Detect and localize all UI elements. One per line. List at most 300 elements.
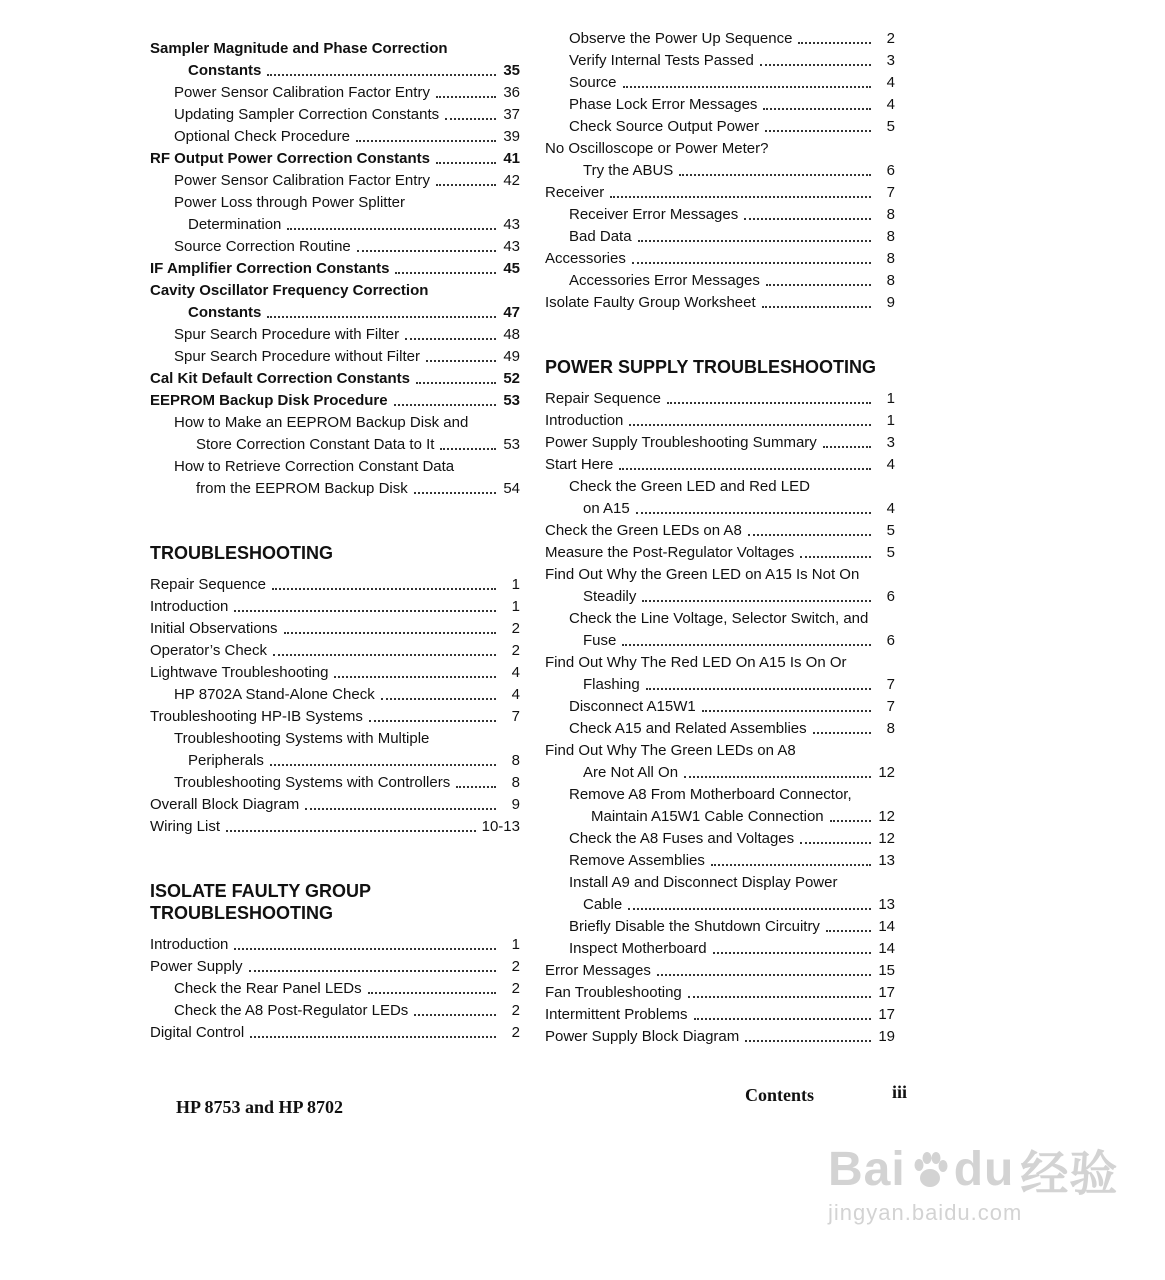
toc-entry-title: Wiring List — [150, 818, 221, 835]
toc-entry-page: 1 — [886, 390, 895, 407]
toc-entry[interactable] — [545, 718, 895, 740]
section-spacer — [545, 314, 895, 356]
dot-leader — [381, 698, 496, 700]
dot-leader — [234, 610, 496, 612]
toc-entry[interactable] — [545, 938, 895, 960]
toc-entry-title: IF Amplifier Correction Constants — [150, 260, 390, 277]
toc-entry-page: 2 — [511, 958, 520, 975]
toc-entry[interactable] — [150, 258, 520, 280]
toc-entry[interactable] — [545, 28, 895, 50]
toc-entry-page: 2 — [511, 642, 520, 659]
toc-entry-title: Observe the Power Up Sequence — [569, 30, 793, 47]
toc-entry[interactable] — [545, 828, 895, 850]
toc-entry-title: Troubleshooting Systems with Controllers — [174, 774, 451, 791]
toc-entry[interactable] — [150, 684, 520, 706]
dot-leader — [800, 556, 871, 558]
footer-product: HP 8753 and HP 8702 — [176, 1097, 344, 1117]
dot-leader — [800, 842, 871, 844]
toc-entry[interactable] — [545, 850, 895, 872]
toc-entry-title: Check Source Output Power — [569, 118, 760, 135]
toc-entry-title: Determination — [188, 216, 282, 233]
toc-entry[interactable] — [150, 104, 520, 126]
toc-entry-page: 4 — [886, 96, 895, 113]
toc-entry-page: 4 — [511, 686, 520, 703]
toc-entry-title: Initial Observations — [150, 620, 278, 637]
toc-entry-title: Check A15 and Related Assemblies — [569, 720, 807, 737]
toc-entry[interactable] — [150, 324, 520, 346]
toc-entry[interactable] — [150, 934, 520, 956]
title-spacer — [150, 564, 520, 574]
toc-entry-page: 10-13 — [481, 818, 520, 835]
toc-entry-title: RF Output Power Correction Constants — [150, 150, 431, 167]
toc-entry[interactable] — [545, 586, 895, 608]
toc-entry[interactable] — [150, 126, 520, 148]
toc-entry[interactable] — [545, 498, 895, 520]
dot-leader — [830, 820, 871, 822]
toc-entry[interactable] — [150, 1022, 520, 1044]
toc-entry[interactable] — [545, 960, 895, 982]
toc-entry[interactable] — [150, 618, 520, 640]
toc-entry-page: 2 — [511, 1002, 520, 1019]
toc-entry-title: Spur Search Procedure without Filter — [174, 348, 420, 365]
toc-entry[interactable] — [545, 94, 895, 116]
dot-leader — [711, 864, 871, 866]
toc-entry-title: Flashing — [583, 676, 640, 693]
toc-entry-title: Intermittent Problems — [545, 1006, 688, 1023]
toc-entry-page: 49 — [503, 348, 520, 365]
toc-entry-title: Peripherals — [188, 752, 264, 769]
dot-leader — [760, 64, 871, 66]
toc-entry-title: No Oscilloscope or Power Meter? — [545, 140, 769, 157]
footer-page-number: iii — [892, 1082, 908, 1102]
dot-leader — [629, 424, 871, 426]
paw-print-icon — [908, 1148, 952, 1192]
toc-entry[interactable] — [545, 50, 895, 72]
toc-entry[interactable] — [545, 1026, 895, 1048]
toc-entry[interactable] — [545, 226, 895, 248]
toc-entry-page: 9 — [886, 294, 895, 311]
toc-entry-title: Repair Sequence — [545, 390, 661, 407]
toc-entry-title: Optional Check Procedure — [174, 128, 350, 145]
section-heading: TROUBLESHOOTING — [150, 543, 333, 563]
toc-entry[interactable] — [545, 542, 895, 564]
toc-entry[interactable] — [150, 346, 520, 368]
toc-entry[interactable] — [545, 696, 895, 718]
dot-leader — [823, 446, 871, 448]
toc-entry[interactable] — [545, 520, 895, 542]
toc-entry[interactable] — [545, 116, 895, 138]
toc-entry-title: Cavity Oscillator Frequency Correction — [150, 282, 429, 299]
section-heading: TROUBLESHOOTING — [150, 903, 333, 923]
toc-entry-page: 1 — [886, 412, 895, 429]
toc-entry[interactable] — [545, 652, 895, 674]
toc-entry-title: Error Messages — [545, 962, 651, 979]
toc-entry[interactable] — [150, 978, 520, 1000]
toc-entry-page: 3 — [886, 434, 895, 451]
toc-entry-title: Are Not All On — [583, 764, 679, 781]
dot-leader — [395, 272, 496, 274]
toc-entry-title: Fuse — [583, 632, 617, 649]
toc-entry[interactable] — [545, 270, 895, 292]
toc-entry-page: 43 — [503, 216, 520, 233]
toc-entry-title: Updating Sampler Correction Constants — [174, 106, 440, 123]
dot-leader — [426, 360, 496, 362]
toc-entry-title: Receiver Error Messages — [569, 206, 739, 223]
toc-entry-title: from the EEPROM Backup Disk — [196, 480, 408, 497]
toc-entry-page: 8 — [511, 752, 520, 769]
toc-entry-page: 53 — [503, 436, 520, 453]
dot-leader — [436, 184, 496, 186]
toc-entry-title: Check the Green LED and Red LED — [569, 478, 810, 495]
dot-leader — [713, 952, 871, 954]
toc-entry-title: on A15 — [583, 500, 630, 517]
dot-leader — [334, 676, 496, 678]
toc-entry[interactable] — [545, 476, 895, 498]
title-spacer — [150, 924, 520, 934]
dot-leader — [267, 316, 496, 318]
toc-entry[interactable] — [545, 872, 895, 894]
toc-entry-title: Source Correction Routine — [174, 238, 351, 255]
toc-entry-title: Maintain A15W1 Cable Connection — [591, 808, 824, 825]
dot-leader — [619, 468, 871, 470]
toc-entry[interactable] — [545, 292, 895, 314]
dot-leader — [445, 118, 496, 120]
toc-entry[interactable] — [545, 674, 895, 696]
toc-entry-page: 6 — [886, 588, 895, 605]
dot-leader — [272, 588, 496, 590]
toc-entry-title: Check the A8 Fuses and Voltages — [569, 830, 795, 847]
toc-entry-page: 12 — [878, 808, 895, 825]
toc-entry-page: 2 — [511, 980, 520, 997]
title-spacer — [545, 378, 895, 388]
toc-entry-title: Cable — [583, 896, 623, 913]
dot-leader — [765, 130, 871, 132]
toc-entry-title: Verify Internal Tests Passed — [569, 52, 754, 69]
toc-entry[interactable] — [545, 248, 895, 270]
toc-entry[interactable] — [150, 816, 520, 838]
section-heading: ISOLATE FAULTY GROUP — [150, 881, 372, 901]
dot-leader — [623, 86, 871, 88]
dot-leader — [416, 382, 496, 384]
toc-entry-page: 12 — [878, 830, 895, 847]
toc-entry-page: 9 — [511, 796, 520, 813]
toc-entry[interactable] — [545, 762, 895, 784]
toc-entry[interactable] — [545, 72, 895, 94]
toc-entry[interactable] — [150, 478, 520, 500]
dot-leader — [679, 174, 871, 176]
toc-entry[interactable] — [545, 1004, 895, 1026]
dot-leader — [632, 262, 871, 264]
toc-entry-page: 45 — [503, 260, 520, 277]
toc-entry-title: Repair Sequence — [150, 576, 266, 593]
toc-entry-page: 8 — [886, 228, 895, 245]
toc-entry-page: 2 — [511, 620, 520, 637]
toc-entry-title: Operator’s Check — [150, 642, 267, 659]
toc-entry-title: Overall Block Diagram — [150, 796, 300, 813]
toc-entry-page: 39 — [503, 128, 520, 145]
toc-entry[interactable] — [150, 412, 520, 434]
toc-entry[interactable] — [150, 236, 520, 258]
toc-entry[interactable] — [150, 390, 520, 412]
dot-leader — [356, 140, 496, 142]
toc-entry-page: 37 — [503, 106, 520, 123]
toc-entry-page: 1 — [511, 576, 520, 593]
toc-entry-title: Power Sensor Calibration Factor Entry — [174, 172, 430, 189]
dot-leader — [357, 250, 496, 252]
dot-leader — [744, 218, 871, 220]
toc-left-column — [150, 38, 520, 1044]
toc-entry[interactable] — [150, 728, 520, 750]
toc-entry-title: Check the Line Voltage, Selector Switch, and — [569, 610, 869, 627]
toc-entry[interactable] — [150, 434, 520, 456]
toc-entry-title: Store Correction Constant Data to It — [196, 436, 435, 453]
toc-entry-page: 2 — [511, 1024, 520, 1041]
toc-entry-page: 35 — [503, 62, 520, 79]
dot-leader — [414, 492, 496, 494]
toc-entry-title: Constants — [188, 62, 262, 79]
toc-entry-page: 53 — [503, 392, 520, 409]
dot-leader — [267, 74, 496, 76]
toc-entry[interactable] — [545, 138, 895, 160]
toc-entry-title: How to Make an EEPROM Backup Disk and — [174, 414, 469, 431]
watermark — [828, 1135, 1128, 1235]
toc-entry[interactable] — [545, 564, 895, 586]
toc-entry[interactable] — [150, 192, 520, 214]
dot-leader — [702, 710, 871, 712]
toc-entry-title: EEPROM Backup Disk Procedure — [150, 392, 388, 409]
toc-entry[interactable] — [545, 982, 895, 1004]
toc-entry-page: 4 — [886, 74, 895, 91]
section-spacer — [150, 838, 520, 880]
toc-entry-title: Power Loss through Power Splitter — [174, 194, 405, 211]
toc-entry[interactable] — [545, 388, 895, 410]
dot-leader — [273, 654, 496, 656]
toc-entry-page: 12 — [878, 764, 895, 781]
dot-leader — [234, 948, 496, 950]
footer-section: Contents — [745, 1085, 815, 1105]
toc-entry-title: Accessories Error Messages — [569, 272, 760, 289]
dot-leader — [667, 402, 871, 404]
toc-entry-title: Sampler Magnitude and Phase Correction — [150, 40, 448, 57]
dot-leader — [250, 1036, 496, 1038]
toc-entry-page: 4 — [886, 500, 895, 517]
dot-leader — [456, 786, 496, 788]
toc-entry-page: 4 — [886, 456, 895, 473]
toc-entry-page: 41 — [503, 150, 520, 167]
toc-entry[interactable] — [150, 302, 520, 324]
toc-entry-title: Fan Troubleshooting — [545, 984, 682, 1001]
toc-entry[interactable] — [150, 794, 520, 816]
toc-entry-page: 6 — [886, 632, 895, 649]
toc-entry[interactable] — [150, 170, 520, 192]
toc-entry[interactable] — [545, 454, 895, 476]
toc-entry-title: Check the Rear Panel LEDs — [174, 980, 362, 997]
toc-entry-page: 36 — [503, 84, 520, 101]
toc-entry[interactable] — [150, 456, 520, 478]
dot-leader — [622, 644, 871, 646]
toc-entry-title: Steadily — [583, 588, 637, 605]
dot-leader — [226, 830, 476, 832]
toc-entry-title: Start Here — [545, 456, 614, 473]
toc-entry-page: 47 — [503, 304, 520, 321]
toc-entry-title: Digital Control — [150, 1024, 245, 1041]
dot-leader — [657, 974, 871, 976]
dot-leader — [249, 970, 496, 972]
toc-entry-title: Power Supply Block Diagram — [545, 1028, 740, 1045]
toc-entry-title: Install A9 and Disconnect Display Power — [569, 874, 838, 891]
toc-entry-title: Lightwave Troubleshooting — [150, 664, 329, 681]
toc-entry-title: Check the Green LEDs on A8 — [545, 522, 742, 539]
toc-entry-page: 17 — [878, 984, 895, 1001]
dot-leader — [414, 1014, 496, 1016]
toc-entry-page: 3 — [886, 52, 895, 69]
toc-entry-page: 8 — [886, 250, 895, 267]
toc-entry[interactable] — [150, 574, 520, 596]
toc-entry-title: Power Sensor Calibration Factor Entry — [174, 84, 430, 101]
toc-entry-page: 5 — [886, 118, 895, 135]
dot-leader — [284, 632, 496, 634]
toc-entry[interactable] — [545, 182, 895, 204]
toc-entry-page: 48 — [503, 326, 520, 343]
toc-entry[interactable] — [150, 1000, 520, 1022]
toc-entry-title: Inspect Motherboard — [569, 940, 707, 957]
toc-entry-title: Check the A8 Post-Regulator LEDs — [174, 1002, 409, 1019]
toc-entry-title: Introduction — [150, 598, 229, 615]
toc-entry-title: Remove Assemblies — [569, 852, 705, 869]
toc-entry-title: Cal Kit Default Correction Constants — [150, 370, 411, 387]
toc-entry-title: Constants — [188, 304, 262, 321]
toc-entry-title: Receiver — [545, 184, 605, 201]
toc-entry-title: Troubleshooting HP-IB Systems — [150, 708, 363, 725]
dot-leader — [436, 96, 496, 98]
toc-entry[interactable] — [150, 82, 520, 104]
dot-leader — [287, 228, 496, 230]
toc-entry-page: 52 — [503, 370, 520, 387]
toc-entry-page: 42 — [503, 172, 520, 189]
toc-entry-page: 19 — [878, 1028, 895, 1045]
toc-entry-page: 54 — [503, 480, 520, 497]
toc-entry[interactable] — [150, 706, 520, 728]
toc-entry-title: Source — [569, 74, 617, 91]
toc-entry-title: Introduction — [150, 936, 229, 953]
dot-leader — [369, 720, 496, 722]
toc-entry-title: Briefly Disable the Shutdown Circuitry — [569, 918, 820, 935]
dot-leader — [688, 996, 871, 998]
toc-entry-page: 13 — [878, 896, 895, 913]
watermark-brand-a: Bai — [828, 1143, 906, 1196]
dot-leader — [745, 1040, 871, 1042]
dot-leader — [436, 162, 496, 164]
toc-entry-page: 13 — [878, 852, 895, 869]
dot-leader — [763, 108, 871, 110]
dot-leader — [440, 448, 496, 450]
toc-entry[interactable] — [150, 596, 520, 618]
dot-leader — [762, 306, 871, 308]
toc-entry[interactable] — [545, 740, 895, 762]
dot-leader — [748, 534, 871, 536]
dot-leader — [638, 240, 871, 242]
toc-entry[interactable] — [150, 772, 520, 794]
dot-leader — [405, 338, 496, 340]
toc-entry-title: Accessories — [545, 250, 626, 267]
toc-entry[interactable] — [545, 160, 895, 182]
toc-entry-title: Power Supply Troubleshooting Summary — [545, 434, 817, 451]
toc-entry-title: Isolate Faulty Group Worksheet — [545, 294, 756, 311]
toc-entry-page: 7 — [886, 698, 895, 715]
toc-entry[interactable] — [150, 956, 520, 978]
toc-entry[interactable] — [150, 662, 520, 684]
toc-entry-page: 8 — [511, 774, 520, 791]
toc-entry[interactable] — [150, 280, 520, 302]
toc-entry[interactable] — [545, 432, 895, 454]
toc-entry[interactable] — [150, 38, 520, 60]
toc-entry-title: Try the ABUS — [583, 162, 674, 179]
dot-leader — [305, 808, 496, 810]
toc-entry-title: Power Supply — [150, 958, 243, 975]
watermark-brand-b: du — [953, 1143, 1015, 1196]
toc-entry[interactable] — [150, 640, 520, 662]
toc-entry-page: 4 — [511, 664, 520, 681]
dot-leader — [813, 732, 871, 734]
toc-entry-page: 1 — [511, 598, 520, 615]
toc-entry-page: 8 — [886, 720, 895, 737]
toc-entry-title: Find Out Why The Green LEDs on A8 — [545, 742, 796, 759]
watermark-brand-cn: 经验 — [1020, 1148, 1119, 1201]
toc-entry[interactable] — [545, 894, 895, 916]
toc-entry-title: Spur Search Procedure with Filter — [174, 326, 400, 343]
toc-entry[interactable] — [150, 60, 520, 82]
toc-entry-page: 5 — [886, 544, 895, 561]
toc-entry[interactable] — [545, 410, 895, 432]
toc-entry[interactable] — [545, 784, 895, 806]
toc-entry[interactable] — [150, 368, 520, 390]
toc-entry[interactable] — [545, 806, 895, 828]
toc-entry-title: Troubleshooting Systems with Multiple — [174, 730, 430, 747]
toc-entry-title: Find Out Why the Green LED on A15 Is Not On — [545, 566, 860, 583]
dot-leader — [628, 908, 871, 910]
toc-entry-page: 2 — [886, 30, 895, 47]
toc-entry-page: 7 — [886, 676, 895, 693]
dot-leader — [368, 992, 496, 994]
watermark-url: jingyan.baidu.com — [828, 1200, 1023, 1225]
toc-entry-page: 15 — [878, 962, 895, 979]
toc-entry-page: 8 — [886, 272, 895, 289]
toc-entry-title: Introduction — [545, 412, 624, 429]
toc-entry-page: 14 — [878, 940, 895, 957]
toc-entry-page: 7 — [511, 708, 520, 725]
toc-entry[interactable] — [545, 916, 895, 938]
dot-leader — [642, 600, 871, 602]
toc-entry[interactable] — [150, 750, 520, 772]
dot-leader — [826, 930, 871, 932]
toc-entry[interactable] — [150, 214, 520, 236]
toc-entry-page: 17 — [878, 1006, 895, 1023]
toc-entry[interactable] — [150, 148, 520, 170]
toc-entry[interactable] — [545, 630, 895, 652]
section-spacer — [150, 500, 520, 542]
toc-entry-page: 8 — [886, 206, 895, 223]
toc-entry-title: Bad Data — [569, 228, 632, 245]
toc-entry[interactable] — [545, 204, 895, 226]
toc-entry-page: 14 — [878, 918, 895, 935]
toc-entry-title: Disconnect A15W1 — [569, 698, 696, 715]
dot-leader — [636, 512, 871, 514]
toc-entry-title: How to Retrieve Correction Constant Data — [174, 458, 455, 475]
toc-entry[interactable] — [545, 608, 895, 630]
toc-entry-title: Phase Lock Error Messages — [569, 96, 758, 113]
toc-entry-page: 7 — [886, 184, 895, 201]
dot-leader — [766, 284, 871, 286]
